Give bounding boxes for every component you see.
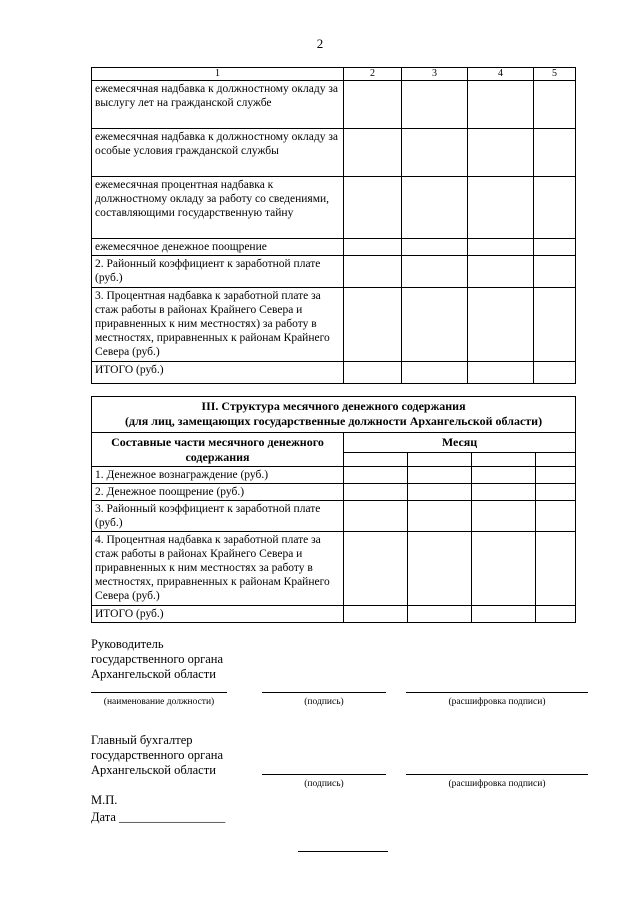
row-label: 2. Районный коэффициент к заработной плате (руб.)	[92, 256, 344, 288]
cell	[534, 239, 576, 256]
cell	[402, 362, 468, 384]
cell	[472, 606, 536, 623]
cell	[536, 453, 576, 467]
position-signature-line	[91, 692, 227, 693]
decode-line	[406, 774, 588, 775]
caption-decode: (расшифровка подписи)	[448, 779, 546, 789]
decode-line	[406, 692, 588, 693]
accountant-title-line: Главный бухгалтер	[91, 733, 193, 747]
sign-line	[262, 774, 386, 775]
head-title-line: Руководитель	[91, 637, 164, 651]
cell	[408, 532, 472, 606]
cell	[408, 453, 472, 467]
row-label: ИТОГО (руб.)	[92, 606, 344, 623]
cell	[468, 362, 534, 384]
row-label: ИТОГО (руб.)	[92, 362, 344, 384]
cell	[402, 288, 468, 362]
table-row	[92, 239, 576, 256]
sign-line	[262, 692, 386, 693]
row-label: 3. Процентная надбавка к заработной плате за стаж работы в районах Крайнего Севера и приравненных к ним местностях) за работу в местностях, приравненных к районам Крайнего Севера (руб.)	[92, 288, 344, 362]
caption-position: (наименование должности)	[103, 697, 215, 707]
cell	[402, 256, 468, 288]
cell	[344, 239, 402, 256]
cell	[472, 501, 536, 532]
row-label: 2. Денежное поощрение (руб.)	[92, 484, 344, 501]
cell	[534, 81, 576, 129]
cell	[468, 288, 534, 362]
cell	[344, 532, 408, 606]
cell	[468, 177, 534, 239]
head-title-line: государственного органа	[91, 652, 224, 666]
cell	[344, 467, 408, 484]
cell	[536, 606, 576, 623]
table-row	[92, 501, 576, 532]
cell	[536, 501, 576, 532]
page-number: 2	[316, 36, 324, 51]
cell	[408, 501, 472, 532]
cell	[344, 256, 402, 288]
row-label: 3. Районный коэффициент к заработной плате (руб.)	[92, 501, 344, 532]
cell	[402, 239, 468, 256]
row-label: 4. Процентная надбавка к заработной плате за стаж работы в районах Крайнего Севера и приравненных к ним местностях за работу в местностях, приравненных к районам Крайнего Севера (руб.)	[92, 532, 344, 606]
column-header-month: Месяц	[344, 433, 576, 453]
row-label: ежемесячная процентная надбавка к должностному окладу за работу со сведениями, составляющими государственную тайну	[92, 177, 344, 239]
cell	[534, 129, 576, 177]
cell	[534, 362, 576, 384]
cell	[468, 256, 534, 288]
table-row	[92, 177, 576, 239]
row-label: 1. Денежное вознаграждение (руб.)	[92, 467, 344, 484]
cell	[344, 501, 408, 532]
table-row	[92, 81, 576, 129]
cell	[344, 362, 402, 384]
cell	[472, 484, 536, 501]
table-title-line: III. Структура месячного денежного содержания	[201, 399, 466, 413]
caption-sign: (подпись)	[304, 697, 344, 707]
cell	[536, 484, 576, 501]
cell	[402, 129, 468, 177]
cell	[344, 453, 408, 467]
table-row	[92, 532, 576, 606]
table-title	[92, 397, 576, 433]
date-field: Дата _________________	[91, 810, 226, 824]
table-row	[92, 256, 576, 288]
row-label: ежемесячная надбавка к должностному окладу за выслугу лет на гражданской службе	[92, 81, 344, 129]
cell	[344, 129, 402, 177]
column-header-parts: Составные части месячного денежного содержания	[92, 433, 344, 467]
table-row	[92, 606, 576, 623]
cell	[468, 239, 534, 256]
cell	[468, 129, 534, 177]
salary-table-continued	[91, 67, 576, 384]
cell	[408, 467, 472, 484]
caption-decode: (расшифровка подписи)	[448, 697, 546, 707]
cell	[402, 177, 468, 239]
column-number: 3	[402, 68, 468, 81]
cell	[536, 532, 576, 606]
table-header-row	[92, 68, 576, 81]
head-title-line: Архангельской области	[91, 667, 216, 681]
cell	[472, 467, 536, 484]
table-subtitle-line: (для лиц, замещающих государственные должности Архангельской области)	[124, 414, 543, 428]
accountant-title-line: государственного органа	[91, 748, 224, 762]
row-label: ежемесячное денежное поощрение	[92, 239, 344, 256]
cell	[472, 453, 536, 467]
table-row	[92, 288, 576, 362]
caption-sign: (подпись)	[304, 779, 344, 789]
cell	[344, 484, 408, 501]
cell	[408, 484, 472, 501]
table-row	[92, 362, 576, 384]
cell	[534, 256, 576, 288]
column-number: 1	[92, 68, 344, 81]
end-divider	[298, 851, 388, 852]
cell	[344, 606, 408, 623]
cell	[402, 81, 468, 129]
accountant-title-line: Архангельской области	[91, 763, 216, 777]
row-label: ежемесячная надбавка к должностному окладу за особые условия гражданской службы	[92, 129, 344, 177]
cell	[408, 606, 472, 623]
head-signature-label	[91, 637, 223, 682]
column-number: 5	[534, 68, 576, 81]
table-row	[92, 467, 576, 484]
cell	[472, 532, 536, 606]
cell	[344, 81, 402, 129]
monthly-salary-structure-table	[91, 396, 576, 623]
table-row	[92, 129, 576, 177]
cell	[534, 177, 576, 239]
table-row	[92, 484, 576, 501]
accountant-signature-label	[91, 733, 223, 778]
table-header-row	[92, 433, 576, 453]
table-title-row	[92, 397, 576, 433]
column-number: 2	[344, 68, 402, 81]
cell	[344, 288, 402, 362]
cell	[536, 467, 576, 484]
cell	[468, 81, 534, 129]
cell	[534, 288, 576, 362]
cell	[344, 177, 402, 239]
stamp-place: М.П.	[91, 793, 118, 807]
column-number: 4	[468, 68, 534, 81]
